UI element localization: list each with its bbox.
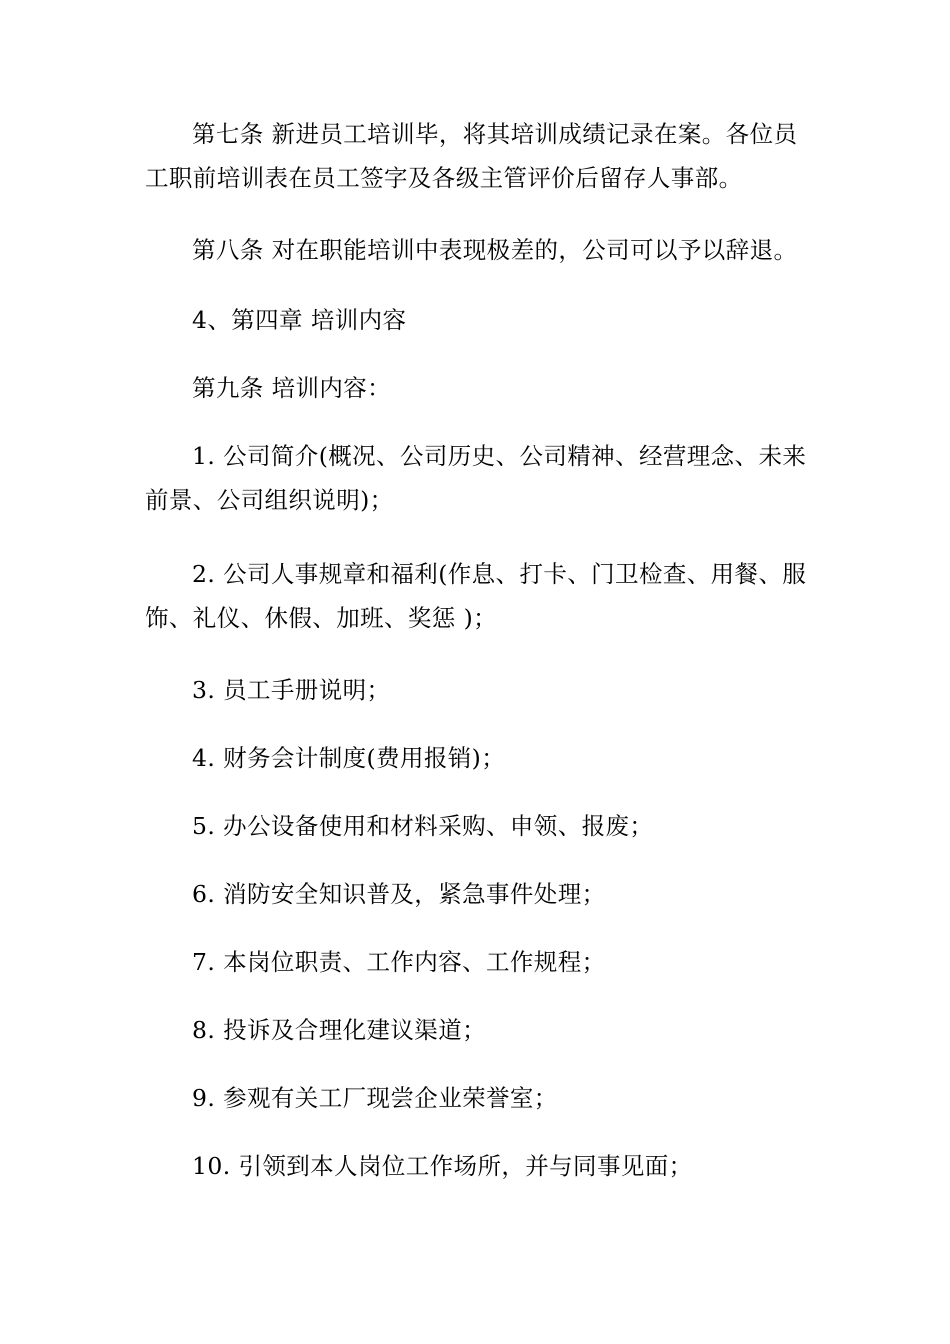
list-item-2: 2. 公司人事规章和福利(作息、打卡、门卫检查、用餐、服饰、礼仪、休假、加班、奖惩 )； — [145, 560, 807, 632]
list-item-6: 6. 消防安全知识普及，紧急事件处理； — [192, 880, 606, 908]
article-9-paragraph: 第九条 培训内容： — [192, 374, 392, 402]
list-item-4: 4. 财务会计制度(费用报销)； — [192, 744, 506, 772]
chapter-4-heading: 4、第四章 培训内容 — [192, 306, 407, 334]
article-7-paragraph: 第七条 新进员工培训毕，将其培训成绩记录在案。各位员工职前培训表在员工签字及各级主管评价后留存人事部。 — [145, 120, 798, 192]
list-item-8: 8. 投诉及合理化建议渠道； — [192, 1016, 486, 1044]
list-item-10: 10. 引领到本人岗位工作场所，并与同事见面； — [192, 1152, 693, 1180]
list-item-5: 5. 办公设备使用和材料采购、申领、报废； — [192, 812, 654, 840]
list-item-1: 1. 公司简介(概况、公司历史、公司精神、经营理念、未来前景、公司组织说明)； — [145, 442, 807, 514]
list-item-7: 7. 本岗位职责、工作内容、工作规程； — [192, 948, 606, 976]
list-item-3: 3. 员工手册说明； — [192, 676, 391, 704]
list-item-9: 9. 参观有关工厂现尝企业荣誉室； — [192, 1084, 558, 1112]
article-8-paragraph: 第八条 对在职能培训中表现极差的，公司可以予以辞退。 — [192, 236, 798, 264]
